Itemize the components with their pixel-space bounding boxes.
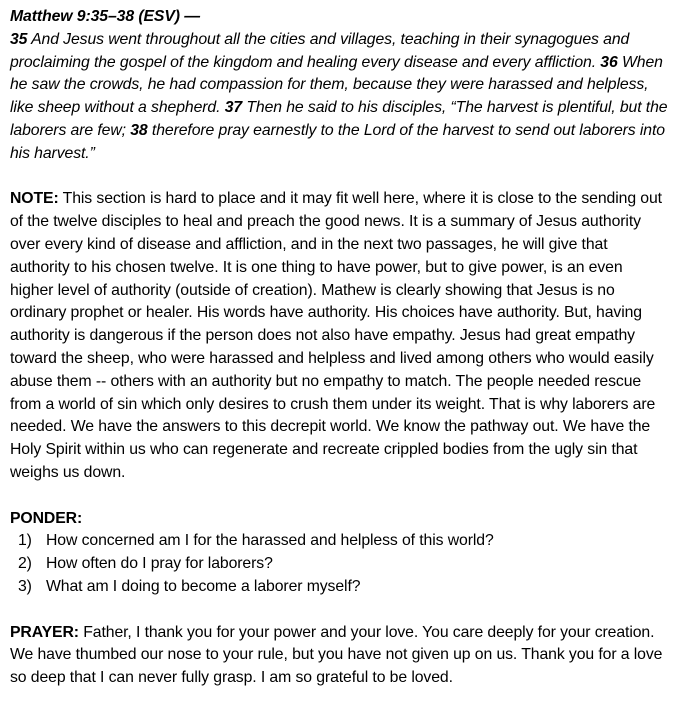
- list-item-text: How concerned am I for the harassed and helpless of this world?: [46, 532, 494, 550]
- prayer-text: Father, I thank you for your power and your love. You care deeply for your creation. We have thumbed our nose to your rule, but you have not given up on us. Thank you for a love so deep that I can never fully grasp. I am so grateful to be loved.: [10, 623, 663, 687]
- verse-number: 37: [224, 99, 243, 117]
- list-item-number: 3): [18, 577, 32, 595]
- verse-text: therefore pray earnestly to the Lord of the harvest to send out laborers into his harvest.”: [10, 121, 665, 162]
- list-item-number: 1): [18, 532, 32, 550]
- scripture-reference: Matthew 9:35–38 (ESV) —: [10, 8, 200, 25]
- list-item: [10, 576, 668, 599]
- ponder-heading: [10, 508, 668, 531]
- prayer-label: PRAYER:: [10, 623, 79, 641]
- list-item: [10, 530, 668, 553]
- verse-text: When he saw the crowds, he had compassion for them, because they were harassed and helpless, like sheep without a shepherd.: [10, 53, 663, 117]
- verse-number: 38: [130, 121, 148, 139]
- scripture-passage: [10, 6, 668, 166]
- list-item-number: 2): [18, 555, 32, 573]
- ponder-label: PONDER:: [10, 509, 83, 527]
- verse-text: And Jesus went throughout all the cities and villages, teaching in their synagogues and proclaiming the gospel of the kingdom and healing every disease and every affliction.: [10, 30, 630, 71]
- ponder-list: [10, 530, 668, 598]
- paragraph-spacer: [10, 485, 668, 508]
- note-label: NOTE:: [10, 190, 59, 208]
- note-paragraph: [10, 188, 668, 484]
- paragraph-spacer: [10, 166, 668, 189]
- verse-number: 35: [10, 30, 28, 48]
- prayer-paragraph: [10, 622, 668, 690]
- paragraph-spacer: [10, 599, 668, 622]
- list-item: [10, 553, 668, 576]
- list-item-text: What am I doing to become a laborer myself?: [46, 577, 361, 595]
- list-item-text: How often do I pray for laborers?: [46, 555, 273, 573]
- verse-number: 36: [600, 53, 618, 71]
- note-text: This section is hard to place and it may fit well here, where it is close to the sending out of the twelve disciples to heal and preach the good news. It is a summary of Jesus authority over every kind of disease and affliction, and in the next two passages, he will give that authority to his chosen twelve. It is one thing to have power, but to give power, is an even higher level of authority (outside of creation). Mathew is clearly showing that Jesus is no ordinary prophet or healer. His words have authority. His choices have authority. But, having authority is dangerous if the person does not also have empathy. Jesus had great empathy toward the sheep, who were harassed and helpless and lived among others who would easily abuse them -- others with an authority but no empathy to match. The people needed rescue from a world of sin which only desires to crush them under its weight. That is why laborers are needed. We have the answers to this decrepit world. We know the pathway out. We have the Holy Spirit within us who can regenerate and recreate crippled bodies from the ugly sin that weighs us down.: [10, 190, 662, 481]
- verse-text: Then he said to his disciples, “The harvest is plentiful, but the laborers are few;: [10, 99, 668, 139]
